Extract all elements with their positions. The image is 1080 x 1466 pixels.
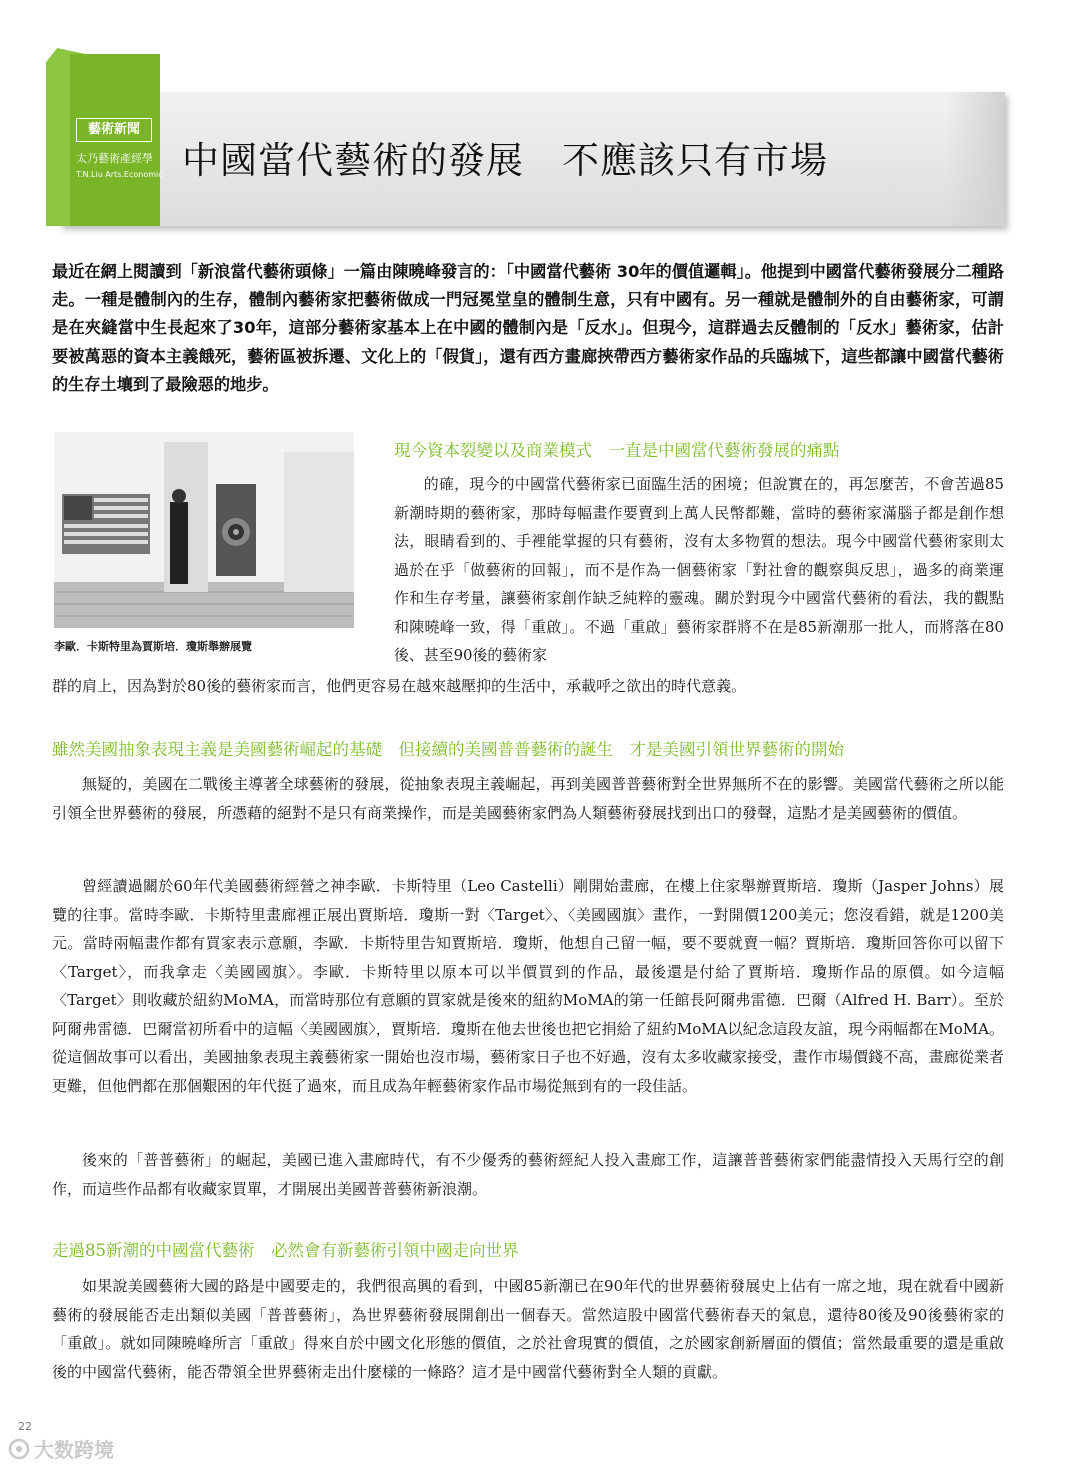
section-2-paragraph-2: 曾經讀過關於60年代美國藝術經營之神李歐．卡斯特里（Leo Castelli）剛開始畫廊，在樓上住家舉辦賈斯培．瓊斯（Jasper Johns）展覽的往事。當時李歐．卡斯特里畫廊裡正展出賈斯培．瓊斯一對〈Target〉、〈美國國旗〉畫作，一對開價1200美元；您沒看錯，就是1200美元。當時兩幅畫作都有買家表示意願，李歐．卡斯特里告知賈斯培．瓊斯，他想自己留一幅，要不要就賣一幅？賈斯培．瓊斯回答你可以留下〈Target〉，而我拿走〈美國國旗〉。李歐．卡斯特里以原本可以半價買到的作品，最後還是付給了賈斯培．瓊斯作品的原價。如今這幅〈Target〉則收藏於紐約MoMA，而當時那位有意願的買家就是後來的紐約MoMA的第一任館長阿爾弗雷德．巴爾（Alfred H. Barr）。至於阿爾弗雷德．巴爾當初所看中的這幅〈美國國旗〉，賈斯培．瓊斯在他去世後也把它捐給了紐約MoMA以紀念這段友誼，現今兩幅都在MoMA。從這個故事可以看出，美國抽象表現主義藝術家一開始也沒市場，藝術家日子也不好過，沒有太多收藏家接受，畫作市場價錢不高，畫廊從業者更難，但他們都在那個艱困的年代挺了過來，而且成為年輕藝術家作品市場從無到有的一段佳話。 <box>52 877 1004 1095</box>
page-title: 中國當代藝術的發展 不應該只有市場 <box>182 139 828 182</box>
section-1-paragraph-tail: 群的肩上，因為對於80後的藝術家而言，他們更容易在越來越壓抑的生活中，承載呼之欲出的時代意義。 <box>52 677 747 695</box>
page-number: 22 <box>18 1420 32 1433</box>
logo-subtitle-cn: 太乃藝術產經學 <box>76 152 153 165</box>
section-1-paragraph: 的確，現今的中國當代藝術家已面臨生活的困境；但說實在的，再怎麼苦，不會苦過85新潮時期的藝術家，那時每幅畫作要賣到上萬人民幣都難，當時的藝術家滿腦子都是創作想法，眼睛看到的、手裡能掌握的只有藝術，沒有太多物質的想法。現今中國當代藝術家則太過於在乎「做藝術的回報」，而不是作為一個藝術家「對社會的觀察與反思」，過多的商業運作和生存考量，讓藝術家創作缺乏純粹的靈魂。關於對現今中國當代藝術的看法，我的觀點和陳曉峰一致，得「重啟」。不過「重啟」藝術家群將不在是85新潮那一批人，而將落在80後、甚至90後的藝術家 <box>394 475 1004 664</box>
section-3-paragraph: 如果說美國藝術大國的路是中國要走的，我們很高興的看到，中國85新潮已在90年代的世界藝術發展史上佔有一席之地，現在就看中國新藝術的發展能否走出類似美國「普普藝術」，為世界藝術發展開創出一個春天。當然這股中國當代藝術春天的氣息，還待80後及90後藝術家的「重啟」。就如同陳曉峰所言「重啟」得來自於中國文化形態的價值，之於社會現實的價值，之於國家創新層面的價值；當然最重要的還是重啟後的中國當代藝術，能否帶領全世界藝術走出什麼樣的一條路？這才是中國當代藝術對全人類的貢獻。 <box>52 1277 1004 1381</box>
intro-paragraph: 最近在網上閱讀到「新浪當代藝術頭條」一篇由陳曉峰發言的：「中國當代藝術 30年的價值邏輯」。他提到中國當代藝術發展分二種路走。一種是體制內的生存，體制內藝術家把藝術做成一門冠冕堂皇的體制生意，只有中國有。另一種就是體制外的自由藝術家，可謂是在夾縫當中生長起來了30年，這部分藝術家基本上在中國的體制內是「反水」。但現今，這群過去反體制的「反水」藝術家，估計要被萬惡的資本主義餓死，藝術區被拆遷、文化上的「假貨」，還有西方畫廊挾帶西方藝術家作品的兵臨城下，這些都讓中國當代藝術的生存土壤到了最險惡的地步。 <box>52 262 1004 394</box>
watermark <box>8 1434 114 1463</box>
logo-title: 藝術新聞 <box>76 118 152 142</box>
section-3-heading: 走過85新潮的中國當代藝術 必然會有新藝術引領中國走向世界 <box>52 1241 519 1260</box>
logo-subtitle-en: T.N.Liu Arts.Economic <box>76 170 163 179</box>
section-2-heading: 雖然美國抽象表現主義是美國藝術崛起的基礎 但接續的美國普普藝術的誕生 才是美國引領世界藝術的開始 <box>52 740 844 759</box>
section-1-heading: 現今資本裂變以及商業模式 一直是中國當代藝術發展的痛點 <box>394 441 840 460</box>
gallery-photo <box>54 432 354 628</box>
section-2-paragraph-1: 無疑的，美國在二戰後主導著全球藝術的發展，從抽象表現主義崛起，再到美國普普藝術對全世界無所不在的影響。美國當代藝術之所以能引領全世界藝術的發展，所憑藉的絕對不是只有商業操作，而是美國藝術家們為人類藝術發展找到出口的發聲，這點才是美國藝術的價值。 <box>52 775 1004 822</box>
photo-caption: 李歐．卡斯特里為賈斯培．瓊斯舉辦展覽 <box>54 640 252 653</box>
watermark-text: 大数跨境 <box>34 1438 114 1462</box>
watermark-logo-icon <box>8 1438 30 1460</box>
section-2-paragraph-3: 後來的「普普藝術」的崛起，美國已進入畫廊時代，有不少優秀的藝術經紀人投入畫廊工作，這讓普普藝術家們能盡情投入天馬行空的創作，而這些作品都有收藏家買單，才開展出美國普普藝術新浪潮。 <box>52 1151 1004 1198</box>
